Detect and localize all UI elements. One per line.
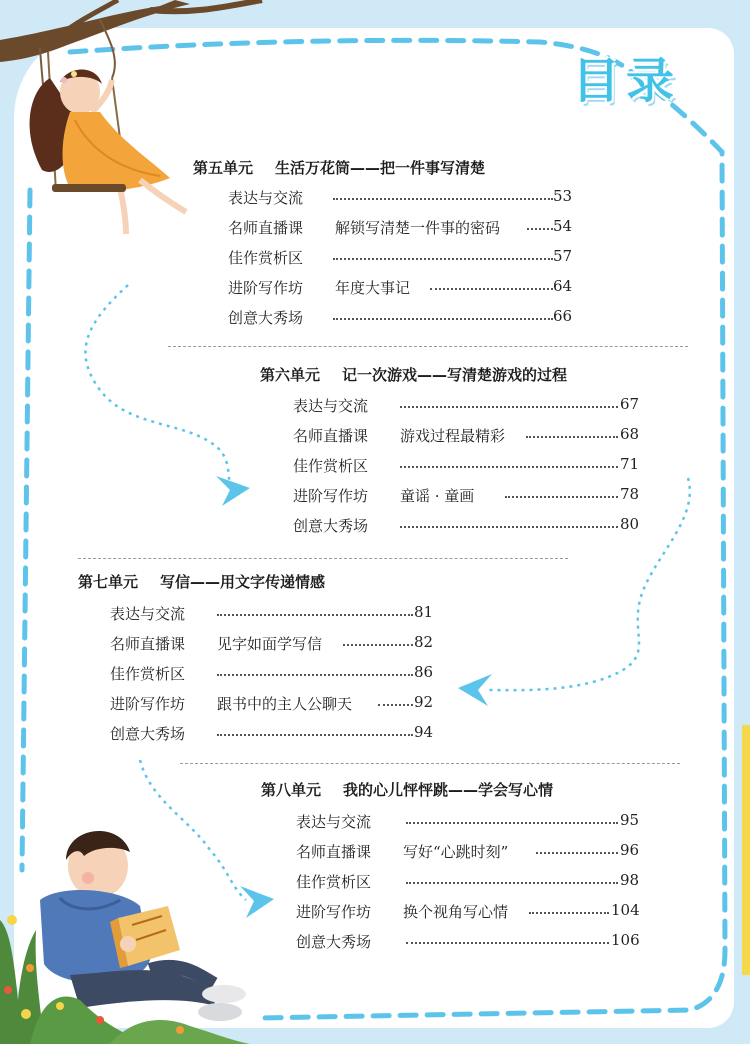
section-divider [180, 763, 680, 764]
entry-label: 创意大秀场 [293, 517, 369, 535]
entry-label: 佳作赏析区 [228, 249, 304, 267]
leader-dots [400, 466, 618, 468]
leader-dots [378, 704, 413, 706]
leader-dots [217, 734, 413, 736]
unit-number: 第七单元 [78, 573, 139, 591]
entry-subtitle: 游戏过程最精彩 [400, 427, 506, 445]
toc-entry[interactable] [293, 455, 638, 481]
leader-dots [536, 852, 618, 854]
leader-dots [400, 406, 618, 408]
leader-dots [333, 198, 553, 200]
page-number: 71 [620, 455, 640, 473]
toc-entry[interactable] [228, 307, 573, 333]
page-number: 82 [414, 633, 434, 651]
leader-dots [406, 942, 609, 944]
entry-label: 佳作赏析区 [296, 873, 372, 891]
entry-label: 佳作赏析区 [293, 457, 369, 475]
page-number: 92 [414, 693, 434, 711]
toc-entry[interactable] [228, 247, 573, 273]
entry-label: 进阶写作坊 [296, 903, 372, 921]
entry-subtitle: 童谣 · 童画 [400, 487, 475, 505]
page-number: 66 [553, 307, 573, 325]
page-number: 53 [553, 187, 573, 205]
unit-heading-8 [261, 779, 553, 800]
leader-dots [400, 526, 618, 528]
page-number: 80 [620, 515, 640, 533]
entry-label: 表达与交流 [293, 397, 369, 415]
toc-entry[interactable] [293, 395, 638, 421]
entry-label: 名师直播课 [296, 843, 372, 861]
leader-dots [406, 882, 618, 884]
toc-entry[interactable] [293, 425, 638, 451]
leader-dots [505, 496, 618, 498]
unit-heading-7 [78, 571, 325, 592]
entry-label: 表达与交流 [228, 189, 304, 207]
page-number: 98 [620, 871, 640, 889]
toc-entry[interactable] [296, 901, 646, 927]
page-number: 68 [620, 425, 640, 443]
entry-label: 创意大秀场 [228, 309, 304, 327]
entry-label: 进阶写作坊 [293, 487, 369, 505]
page-number: 95 [620, 811, 640, 829]
leader-dots [333, 258, 553, 260]
page-number: 96 [620, 841, 640, 859]
entry-label: 名师直播课 [293, 427, 369, 445]
page-number: 106 [611, 931, 640, 949]
toc-entry[interactable] [296, 811, 646, 837]
toc-entry[interactable] [228, 187, 573, 213]
page-number: 104 [611, 901, 640, 919]
page-number: 81 [414, 603, 434, 621]
leader-dots [217, 614, 413, 616]
arrow-left-icon [458, 674, 492, 706]
unit-title: 记一次游戏——写清楚游戏的过程 [342, 366, 568, 384]
leader-dots [343, 644, 413, 646]
leader-dots [529, 912, 609, 914]
leader-dots [406, 822, 618, 824]
entry-label: 名师直播课 [110, 635, 186, 653]
toc-entry[interactable] [296, 931, 646, 957]
leader-dots [217, 674, 413, 676]
toc-entry[interactable] [296, 841, 646, 867]
unit-title: 写信——用文字传递情感 [160, 573, 326, 591]
leader-dots [333, 318, 553, 320]
leader-dots [430, 288, 553, 290]
toc-entry[interactable] [228, 217, 573, 243]
toc-entry[interactable] [228, 277, 573, 303]
unit-heading-5 [193, 157, 485, 178]
unit-title: 生活万花筒——把一件事写清楚 [275, 159, 486, 177]
page-number: 54 [553, 217, 573, 235]
entry-label: 创意大秀场 [296, 933, 372, 951]
entry-label: 佳作赏析区 [110, 665, 186, 683]
section-divider [78, 558, 568, 559]
toc-entry[interactable] [110, 663, 455, 689]
leader-dots [527, 228, 553, 230]
leader-dots [526, 436, 618, 438]
entry-label: 表达与交流 [110, 605, 186, 623]
toc-entry[interactable] [110, 633, 455, 659]
unit-title: 我的心儿怦怦跳——学会写心情 [343, 781, 554, 799]
page-title: 目录 [572, 53, 681, 109]
toc-entry[interactable] [110, 603, 455, 629]
unit-number: 第五单元 [193, 159, 254, 177]
page-number: 57 [553, 247, 573, 265]
section-divider [168, 346, 688, 347]
entry-label: 创意大秀场 [110, 725, 186, 743]
page-number: 78 [620, 485, 640, 503]
entry-subtitle: 见字如面学写信 [217, 635, 323, 653]
page-number: 67 [620, 395, 640, 413]
toc-entry[interactable] [110, 723, 455, 749]
toc-entry[interactable] [293, 485, 638, 511]
toc-entry[interactable] [110, 693, 455, 719]
entry-label: 名师直播课 [228, 219, 304, 237]
entry-label: 进阶写作坊 [110, 695, 186, 713]
entry-subtitle: 写好“心跳时刻” [403, 843, 509, 861]
unit-number: 第六单元 [260, 366, 321, 384]
unit-heading-6 [260, 364, 567, 385]
entry-label: 进阶写作坊 [228, 279, 304, 297]
entry-subtitle: 跟书中的主人公聊天 [217, 695, 353, 713]
page-number: 64 [553, 277, 573, 295]
toc-entry[interactable] [293, 515, 638, 541]
unit-number: 第八单元 [261, 781, 322, 799]
entry-subtitle: 解锁写清楚一件事的密码 [335, 219, 501, 237]
entry-label: 表达与交流 [296, 813, 372, 831]
page-number: 94 [414, 723, 434, 741]
entry-subtitle: 年度大事记 [335, 279, 411, 297]
toc-entry[interactable] [296, 871, 646, 897]
entry-subtitle: 换个视角写心情 [403, 903, 509, 921]
page-number: 86 [414, 663, 434, 681]
